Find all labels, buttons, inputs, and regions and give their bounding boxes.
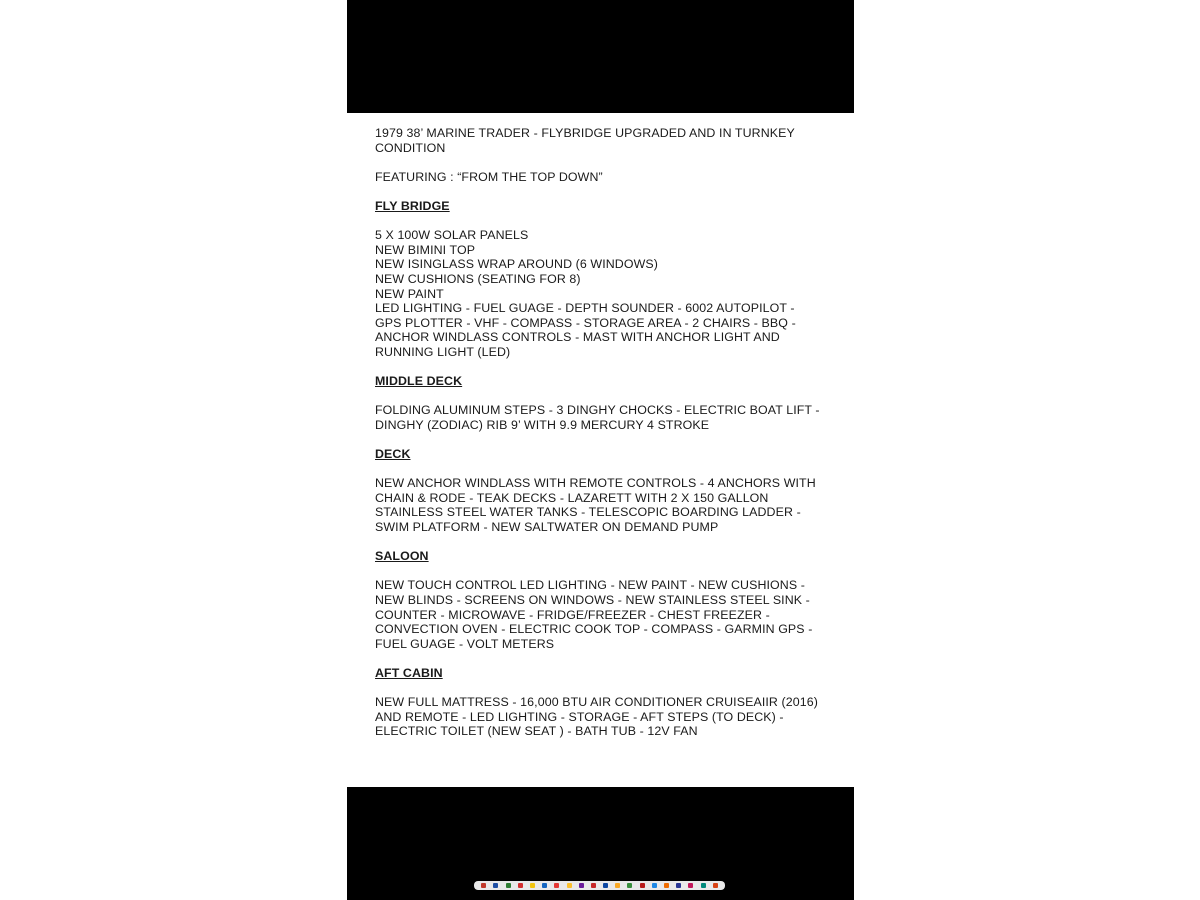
section-line: NEW BLINDS - SCREENS ON WINDOWS - NEW STAINLESS STEEL SINK -: [375, 593, 810, 607]
flag-icon: [603, 883, 608, 888]
flag-icon: [676, 883, 681, 888]
flag-icon: [627, 883, 632, 888]
flag-icon: [701, 883, 706, 888]
section-line: CHAIN & RODE - TEAK DECKS - LAZARETT WITH 2 X 150 GALLON: [375, 490, 769, 505]
flag-icon: [713, 883, 718, 888]
section-line: NEW FULL MATTRESS - 16,000 BTU AIR CONDITIONER CRUISEAIIR (2016): [375, 695, 818, 710]
flag-strip-icon: [474, 881, 725, 890]
section-line: 5 X 100W SOLAR PANELS: [375, 228, 529, 243]
section-line: DINGHY (ZODIAC) RIB 9’ WITH 9.9 MERCURY 4 STROKE: [375, 417, 710, 432]
section-heading: DECK: [375, 447, 411, 462]
section-heading: MIDDLE DECK: [375, 374, 463, 389]
section-line: FOLDING ALUMINUM STEPS - 3 DINGHY CHOCKS - ELECTRIC BOAT LIFT -: [375, 403, 820, 418]
title-line: 1979 38’ MARINE TRADER - FLYBRIDGE UPGRADED AND IN TURNKEY: [375, 126, 795, 140]
section-line: RUNNING LIGHT (LED): [375, 344, 511, 359]
section-heading: AFT CABIN: [375, 665, 443, 680]
featuring-line: FEATURING : “FROM THE TOP DOWN”: [375, 169, 603, 184]
top-black-banner: [347, 0, 854, 113]
flag-icon: [481, 883, 486, 888]
section-line: NEW TOUCH CONTROL LED LIGHTING - NEW PAINT - NEW CUSHIONS -: [375, 578, 805, 593]
section-line: NEW ISINGLASS WRAP AROUND (6 WINDOWS): [375, 257, 658, 272]
section-line: FUEL GUAGE - VOLT METERS: [375, 636, 555, 651]
section-line: ANCHOR WINDLASS CONTROLS - MAST WITH ANCHOR LIGHT AND: [375, 330, 780, 345]
section-line: CONVECTION OVEN - ELECTRIC COOK TOP - COMPASS - GARMIN GPS -: [375, 622, 813, 637]
section-body: [375, 228, 840, 359]
flag-icon: [506, 883, 511, 888]
section-line: ELECTRIC TOILET (NEW SEAT ) - BATH TUB - 12V FAN: [375, 724, 698, 739]
flag-icon: [688, 883, 693, 888]
section-line: NEW CUSHIONS (SEATING FOR 8): [375, 271, 581, 286]
section-body: [375, 476, 840, 534]
flag-icon: [615, 883, 620, 888]
flag-icon: [542, 883, 547, 888]
flag-icon: [664, 883, 669, 888]
section-line: NEW BIMINI TOP: [375, 242, 476, 257]
flag-icon: [567, 883, 572, 888]
title-line: CONDITION: [375, 140, 446, 155]
flag-icon: [530, 883, 535, 888]
sections-container: [375, 199, 840, 739]
section-heading: SALOON: [375, 549, 429, 564]
flag-icon: [591, 883, 596, 888]
section-line: COUNTER - MICROWAVE - FRIDGE/FREEZER - CHEST FREEZER -: [375, 607, 770, 622]
flag-icon: [640, 883, 645, 888]
flag-icon: [652, 883, 657, 888]
section-heading: FLY BRIDGE: [375, 198, 450, 213]
section-line: LED LIGHTING - FUEL GUAGE - DEPTH SOUNDER - 6002 AUTOPILOT -: [375, 301, 795, 316]
document-title: [375, 126, 840, 155]
section-line: NEW PAINT: [375, 286, 444, 301]
section-line: AND REMOTE - LED LIGHTING - STORAGE - AFT STEPS (TO DECK) -: [375, 709, 784, 724]
section-body: [375, 695, 840, 739]
section-line: STAINLESS STEEL WATER TANKS - TELESCOPIC BOARDING LADDER -: [375, 505, 801, 520]
boat-listing-document: [375, 126, 840, 754]
section-line: SWIM PLATFORM - NEW SALTWATER ON DEMAND PUMP: [375, 520, 719, 535]
flag-icon: [518, 883, 523, 888]
section-line: NEW ANCHOR WINDLASS WITH REMOTE CONTROLS - 4 ANCHORS WITH: [375, 476, 816, 491]
flag-icon: [579, 883, 584, 888]
section-body: [375, 578, 840, 651]
section-line: GPS PLOTTER - VHF - COMPASS - STORAGE AREA - 2 CHAIRS - BBQ -: [375, 315, 796, 330]
section-body: [375, 403, 840, 432]
flag-icon: [554, 883, 559, 888]
flag-icon: [493, 883, 498, 888]
